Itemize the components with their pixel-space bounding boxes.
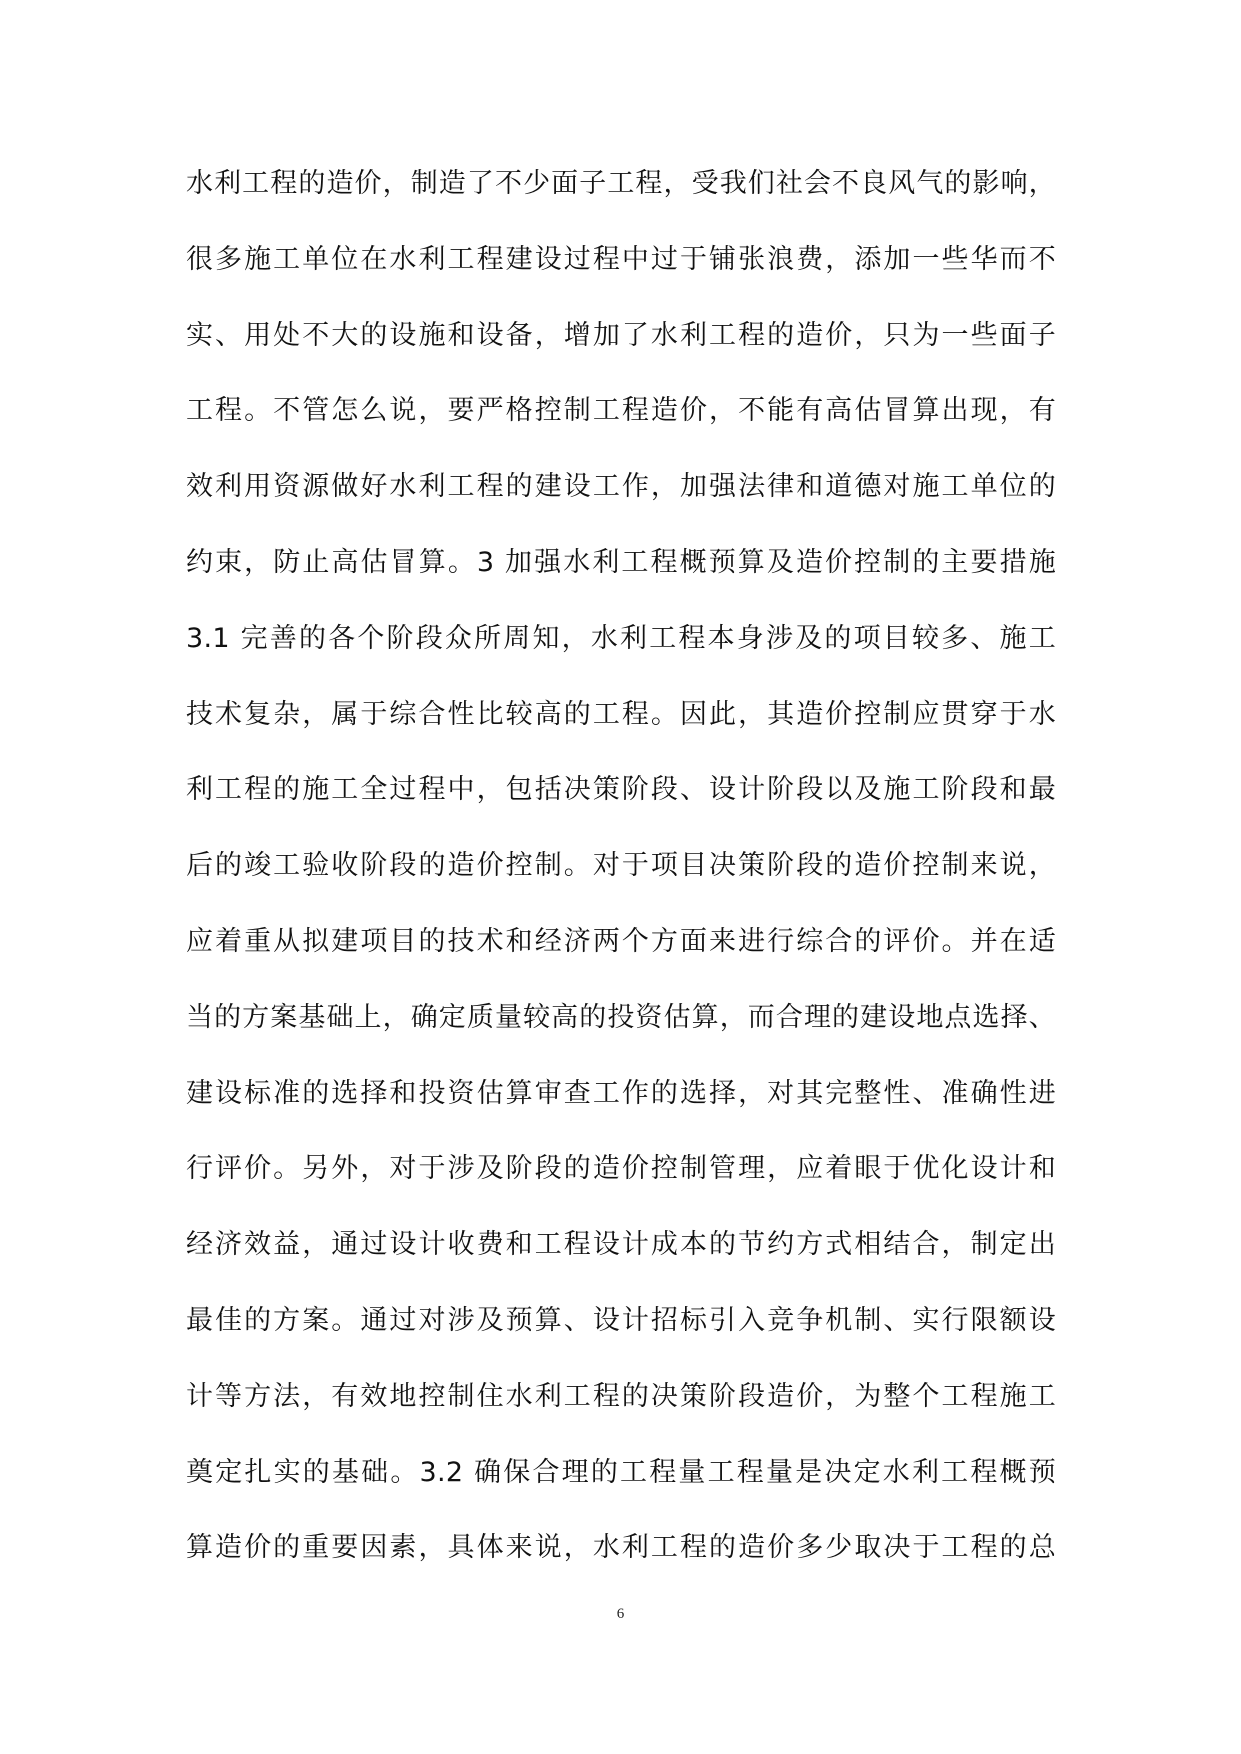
body-text (186, 146, 1056, 1586)
text-line: 水利工程的造价，制造了不少面子工程，受我们社会不良风气的影响， (186, 168, 1056, 199)
text-line: 后的竣工验收阶段的造价控制。对于项目决策阶段的造价控制来说， (186, 850, 1056, 882)
text-line: 计等方法，有效地控制住水利工程的决策阶段造价，为整个工程施工 (186, 1380, 1056, 1412)
text-line: 利工程的施工全过程中，包括决策阶段、设计阶段以及施工阶段和最 (186, 774, 1056, 806)
text-line: 当的方案基础上，确定质量较高的投资估算，而合理的建设地点选择、 (186, 1001, 1056, 1033)
text-line: 应着重从拟建项目的技术和经济两个方面来进行综合的评价。并在适 (186, 925, 1056, 957)
text-line: 技术复杂，属于综合性比较高的工程。因此，其造价控制应贯穿于水 (186, 698, 1056, 730)
text-line: 工程。不管怎么说，要严格控制工程造价，不能有高估冒算出现，有 (186, 395, 1056, 427)
text-line: 建设标准的选择和投资估算审查工作的选择，对其完整性、准确性进 (186, 1077, 1056, 1109)
text-line: 实、用处不大的设施和设备，增加了水利工程的造价，只为一些面子 (186, 319, 1056, 351)
text-line: 算造价的重要因素，具体来说，水利工程的造价多少取决于工程的总 (186, 1532, 1056, 1564)
text-line: 约束，防止高估冒算。3 加强水利工程概预算及造价控制的主要措施 (186, 546, 1056, 578)
text-line: 经济效益，通过设计收费和工程设计成本的节约方式相结合，制定出 (186, 1229, 1056, 1261)
text-line: 奠定扎实的基础。3.2 确保合理的工程量工程量是决定水利工程概预 (186, 1456, 1056, 1488)
text-line: 行评价。另外，对于涉及阶段的造价控制管理，应着眼于优化设计和 (186, 1153, 1056, 1185)
page-number: 6 (616, 1606, 625, 1622)
text-line: 最佳的方案。通过对涉及预算、设计招标引入竞争机制、实行限额设 (186, 1304, 1056, 1336)
text-line: 3.1 完善的各个阶段众所周知，水利工程本身涉及的项目较多、施工 (186, 622, 1056, 654)
text-line: 很多施工单位在水利工程建设过程中过于铺张浪费，添加一些华而不 (186, 243, 1056, 275)
text-line: 效利用资源做好水利工程的建设工作，加强法律和道德对施工单位的 (186, 471, 1056, 503)
